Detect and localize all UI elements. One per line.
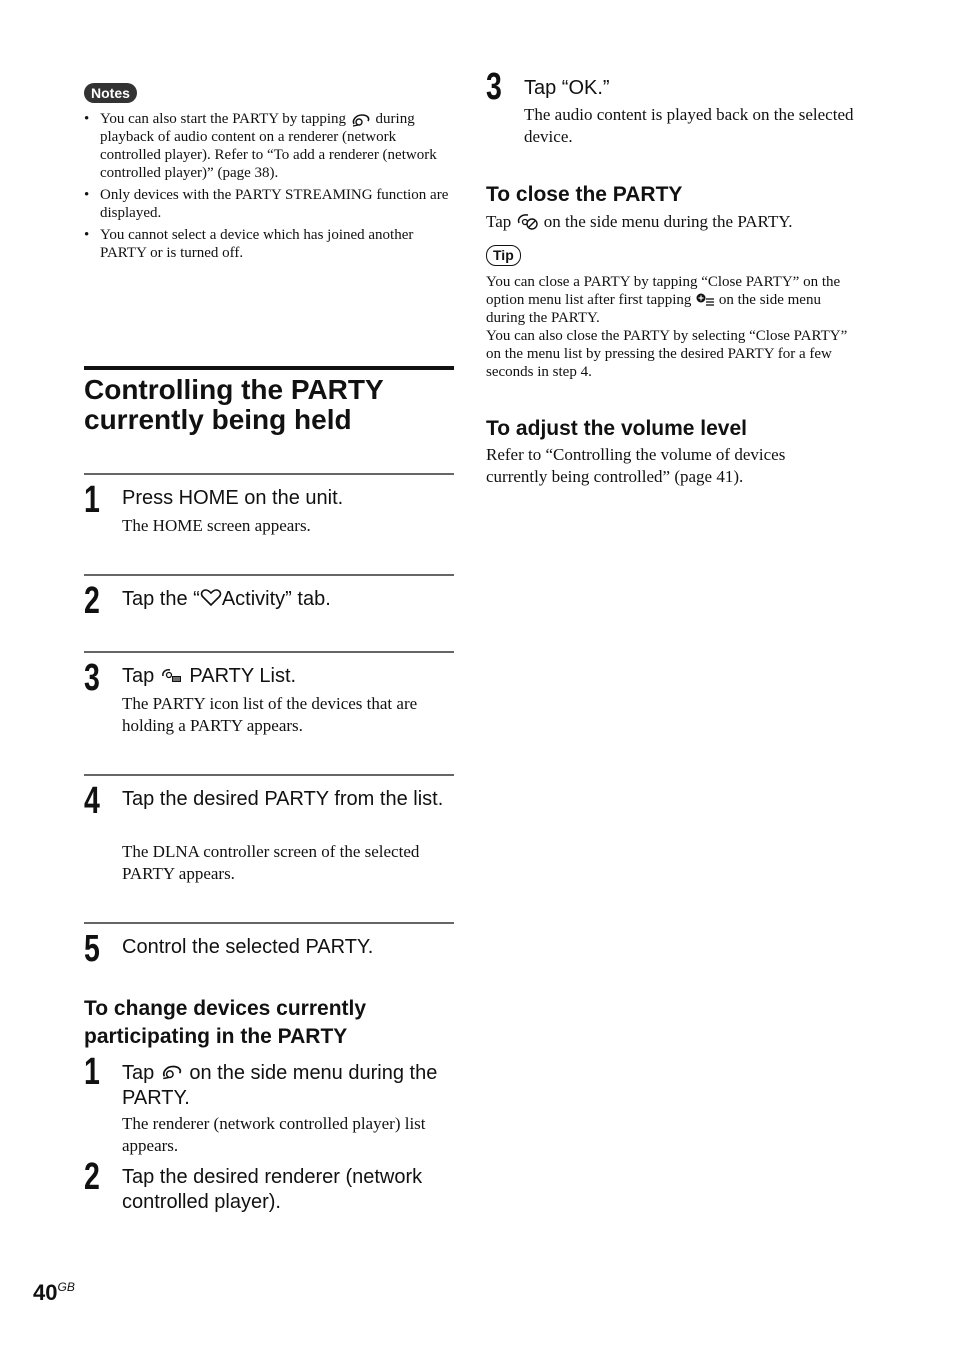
volume-title: To adjust the volume level (486, 417, 748, 440)
step-number: 3 (84, 657, 100, 699)
notes-list (84, 110, 452, 266)
step-heading: Tap PARTY List. (122, 665, 297, 687)
step-body: The audio content is played back on the selected device. (524, 105, 854, 146)
change-devices-title: To change devices currently participating in the PARTY (84, 997, 367, 1048)
step-heading: Tap the “ Activity” tab. (122, 588, 331, 610)
step-heading: Tap “OK.” (524, 77, 610, 99)
section-rule (84, 366, 454, 370)
notes-label: Notes (84, 83, 137, 103)
step-heading: Tap the desired PARTY from the list. (122, 788, 444, 810)
volume-text: Refer to “Controlling the volume of devices currently being controlled” (page 41). (486, 445, 786, 486)
party-join-icon (160, 1063, 184, 1081)
step-number: 5 (84, 928, 100, 970)
close-party-text: Tap on the side menu during the PARTY. (486, 212, 793, 231)
step-heading: Tap the desired renderer (network controlled player). (122, 1166, 423, 1213)
step-heading: Press HOME on the unit. (122, 487, 344, 509)
step-number: 3 (486, 66, 502, 108)
step-number: 1 (84, 479, 100, 521)
party-close-icon (516, 211, 540, 231)
step-divider (84, 774, 454, 776)
step-divider (84, 574, 454, 576)
step-body: The HOME screen appears. (122, 516, 311, 535)
tip-text: You can close a PARTY by tapping “Close PARTY” on the option menu list after first tapping on the side menu during the PARTY. You can also close the PARTY by selecting “Close PARTY” on the menu list by pressing the desired PARTY for a few seconds in step 4. (486, 273, 858, 381)
step-divider (84, 922, 454, 924)
step-body: The DLNA controller screen of the selected PARTY appears. (122, 842, 420, 883)
party-list-icon (160, 666, 184, 684)
step-number: 1 (84, 1051, 100, 1093)
note-item: • You cannot select a device which has joined another PARTY or is turned off. (84, 226, 452, 262)
tip-label: Tip (486, 245, 521, 266)
step-divider (84, 473, 454, 475)
page-number: $40^{GB}$ (33, 1280, 75, 1305)
note-item: • You can also start the PARTY by tapping during playback of audio content on a renderer (network controlled player). Refer to “To add a renderer (network controlled player)” (page 38). (84, 110, 452, 182)
step-body: The renderer (network controlled player) list appears. (122, 1114, 426, 1155)
tip-badge (486, 245, 521, 266)
step-heading: Tap on the side menu during the PARTY. (122, 1062, 438, 1109)
tip-text-2: You can also close the PARTY by selecting “Close PARTY” on the menu list by pressing the desired PARTY for a few seconds in step 4. (486, 328, 848, 380)
section-title: Controlling the PARTY currently being held (84, 374, 384, 435)
step-number: 4 (84, 780, 100, 822)
heart-icon (200, 589, 222, 607)
step-number: 2 (84, 1156, 100, 1198)
note-item: • Only devices with the PARTY STREAMING function are displayed. (84, 186, 452, 222)
step-number: 2 (84, 580, 100, 622)
step-heading: Control the selected PARTY. (122, 936, 374, 958)
party-join-icon (350, 112, 372, 128)
step-body: The PARTY icon list of the devices that are holding a PARTY appears. (122, 694, 418, 735)
step-divider (84, 651, 454, 653)
option-menu-icon (695, 291, 715, 307)
notes-badge (84, 83, 137, 103)
close-party-title: To close the PARTY (486, 183, 683, 206)
